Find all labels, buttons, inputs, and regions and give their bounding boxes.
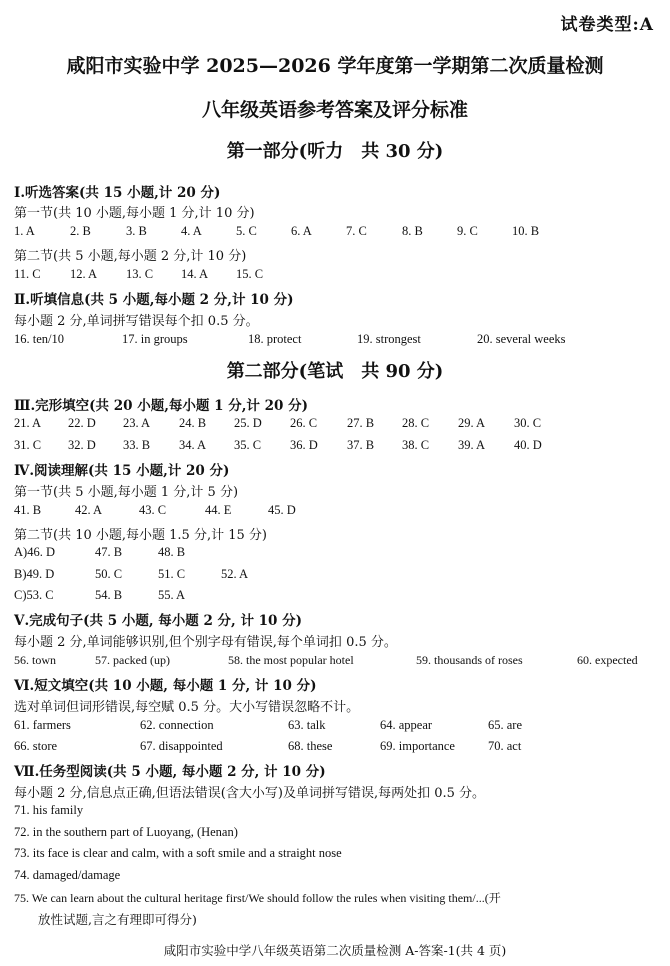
- answer: 45. D: [268, 503, 296, 517]
- answer: 56. town: [14, 653, 56, 667]
- answer: 39. A: [458, 438, 486, 452]
- section5-heading: Ⅴ.完成句子(共 5 小题, 每小题 2 分, 计 10 分): [14, 613, 303, 629]
- document-title: 咸阳市实验中学 2025—2026 学年度第一学期第二次质量检测: [66, 55, 604, 77]
- answer: 54. B: [95, 588, 123, 602]
- answer-75: [14, 889, 664, 907]
- answer-row-66-70: [14, 739, 664, 757]
- answer: 30. C: [514, 416, 542, 430]
- answer: 9. C: [457, 224, 478, 238]
- answer-text: 74. damaged/damage: [14, 868, 121, 882]
- section1-sub1: 第一节(共 10 小题,每小题 1 分,计 10 分): [14, 206, 255, 221]
- answer: 48. B: [158, 545, 186, 559]
- answer-row-41-45: [14, 503, 664, 521]
- answer: 43. C: [139, 503, 167, 517]
- answer: 51. C: [158, 567, 186, 581]
- answer-row-56-60: [14, 653, 664, 671]
- answer: 28. C: [402, 416, 430, 430]
- answer: 26. C: [290, 416, 318, 430]
- answer-72: [14, 825, 664, 843]
- answer: 58. the most popular hotel: [228, 653, 354, 667]
- answer: 15. C: [236, 267, 264, 281]
- answer: 4. A: [181, 224, 202, 238]
- answer: 12. A: [70, 267, 98, 281]
- answer: C)53. C: [14, 588, 54, 602]
- section7-heading: Ⅶ.任务型阅读(共 5 小题, 每小题 2 分, 计 10 分): [14, 764, 326, 780]
- answer: 55. A: [158, 588, 186, 602]
- answer: 44. E: [205, 503, 232, 517]
- section6-note: 选对单词但词形错误,每空赋 0.5 分。大小写错误忽略不计。: [14, 700, 360, 715]
- answer: 20. several weeks: [477, 332, 566, 346]
- answer: 50. C: [95, 567, 123, 581]
- answer: 61. farmers: [14, 718, 71, 732]
- section3-heading: Ⅲ.完形填空(共 20 小题,每小题 1 分,计 20 分): [14, 398, 308, 414]
- answer: 70. act: [488, 739, 522, 753]
- answer: 60. expected: [577, 653, 638, 667]
- answer-71: [14, 803, 664, 821]
- answer: 59. thousands of roses: [416, 653, 523, 667]
- answer: 11. C: [14, 267, 41, 281]
- answer-row-16-20: [14, 332, 664, 350]
- section4-heading: Ⅳ.阅读理解(共 15 小题,计 20 分): [14, 463, 230, 479]
- part1-heading: 第一部分(听力 共 30 分): [226, 141, 444, 162]
- answer: 64. appear: [380, 718, 433, 732]
- answer: 34. A: [179, 438, 207, 452]
- answer-row-46-48: [14, 545, 664, 563]
- answer: 3. B: [126, 224, 147, 238]
- document-subtitle: 八年级英语参考答案及评分标准: [201, 99, 468, 121]
- answer: 13. C: [126, 267, 154, 281]
- answer: 2. B: [70, 224, 91, 238]
- answer-row-1-10: [14, 224, 664, 242]
- section4-sub2: 第二节(共 10 小题,每小题 1.5 分,计 15 分): [14, 528, 267, 543]
- answer: 31. C: [14, 438, 42, 452]
- answer: 25. D: [234, 416, 262, 430]
- answer-text: 71. his family: [14, 803, 84, 817]
- answer: 66. store: [14, 739, 58, 753]
- answer-row-53-55: [14, 588, 664, 606]
- answer: 69. importance: [380, 739, 455, 753]
- answer: 33. B: [123, 438, 151, 452]
- section4-sub1: 第一节(共 5 小题,每小题 1 分,计 5 分): [14, 485, 239, 500]
- answer-text: 72. in the southern part of Luoyang, (Henan): [14, 825, 238, 839]
- answer: 57. packed (up): [95, 653, 170, 667]
- section1-sub2: 第二节(共 5 小题,每小题 2 分,计 10 分): [14, 249, 247, 264]
- section2-note: 每小题 2 分,单词拼写错误每个扣 0.5 分。: [14, 314, 259, 329]
- answer: A)46. D: [14, 545, 55, 559]
- answer: B)49. D: [14, 567, 55, 581]
- answer: 36. D: [290, 438, 318, 452]
- section1-heading: Ⅰ.听选答案(共 15 小题,计 20 分): [14, 185, 221, 201]
- answer-text: 73. its face is clear and calm, with a soft smile and a straight nose: [14, 846, 342, 860]
- answer: 22. D: [68, 416, 96, 430]
- answer: 52. A: [221, 567, 249, 581]
- answer: 17. in groups: [122, 332, 188, 346]
- answer: 65. are: [488, 718, 523, 732]
- answer: 19. strongest: [357, 332, 421, 346]
- answer: 62. connection: [140, 718, 214, 732]
- answer: 7. C: [346, 224, 367, 238]
- answer-row-11-15: [14, 267, 664, 285]
- answer: 38. C: [402, 438, 430, 452]
- section5-note: 每小题 2 分,单词能够识别,但个别字母有错误,每个单词扣 0.5 分。: [14, 635, 397, 650]
- answer: 16. ten/10: [14, 332, 64, 346]
- answer: 37. B: [347, 438, 375, 452]
- answer: 47. B: [95, 545, 123, 559]
- answer: 1. A: [14, 224, 35, 238]
- answer: 5. C: [236, 224, 257, 238]
- answer-text: 75. We can learn about the cultural heritage first/We should follow the rules when visiting them/...(开: [14, 891, 501, 905]
- answer-row-31-40: [14, 438, 664, 456]
- answer: 14. A: [181, 267, 209, 281]
- part2-heading: 第二部分(笔试 共 90 分): [226, 361, 444, 382]
- page-footer: 咸阳市实验中学八年级英语第二次质量检测 A-答案-1(共 4 页): [163, 943, 507, 958]
- answer-row-61-65: [14, 718, 664, 736]
- answer: 68. these: [288, 739, 333, 753]
- section2-heading: Ⅱ.听填信息(共 5 小题,每小题 2 分,计 10 分): [14, 292, 294, 308]
- answer: 67. disappointed: [140, 739, 223, 753]
- answer: 6. A: [291, 224, 312, 238]
- answer-row-21-30: [14, 416, 664, 434]
- answer: 27. B: [347, 416, 375, 430]
- answer: 23. A: [123, 416, 151, 430]
- section6-heading: Ⅵ.短文填空(共 10 小题, 每小题 1 分, 计 10 分): [14, 678, 317, 694]
- answer: 41. B: [14, 503, 42, 517]
- answer-75-continued: 放性试题,言之有理即可得分): [38, 912, 197, 927]
- answer: 29. A: [458, 416, 486, 430]
- answer-row-49-52: [14, 567, 664, 585]
- answer: 18. protect: [248, 332, 302, 346]
- answer: 32. D: [68, 438, 96, 452]
- answer: 35. C: [234, 438, 262, 452]
- paper-type-label: 试卷类型:A: [560, 15, 654, 35]
- answer: 40. D: [514, 438, 542, 452]
- section7-note: 每小题 2 分,信息点正确,但语法错误(含大小写)及单词拼写错误,每两处扣 0.5 分。: [14, 786, 486, 801]
- answer-74: [14, 868, 664, 886]
- answer-73: [14, 846, 664, 864]
- answer: 10. B: [512, 224, 540, 238]
- answer: 24. B: [179, 416, 207, 430]
- answer: 63. talk: [288, 718, 326, 732]
- answer: 8. B: [402, 224, 423, 238]
- answer: 42. A: [75, 503, 103, 517]
- answer: 21. A: [14, 416, 42, 430]
